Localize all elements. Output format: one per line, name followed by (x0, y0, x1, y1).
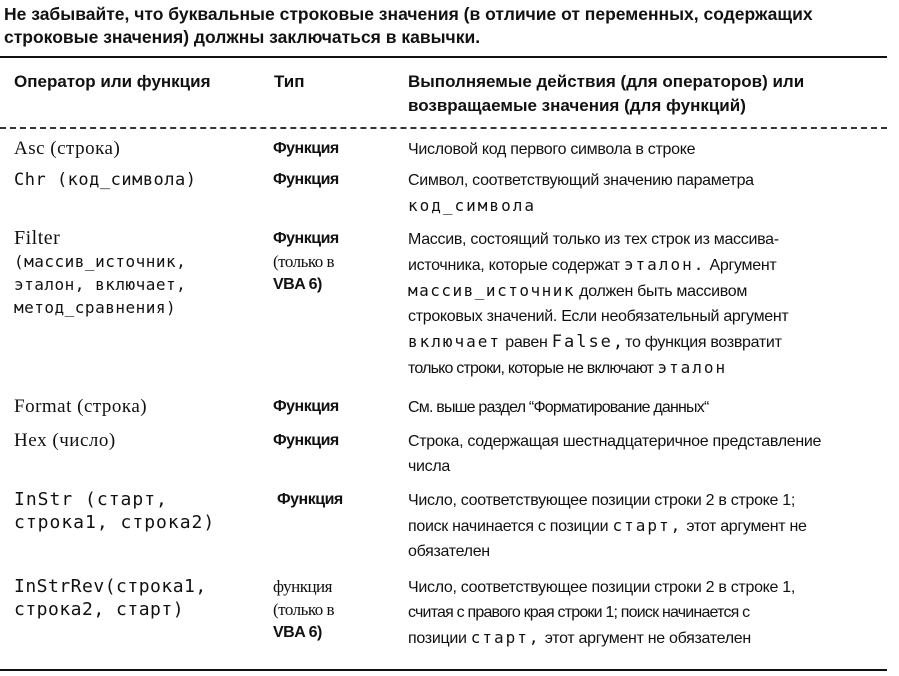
description-line: считая с правого края строки 1; поиск начинается с (408, 604, 750, 621)
description-text: равен (505, 334, 548, 351)
description-line (408, 278, 878, 304)
type-line: (только в (273, 252, 335, 271)
description-text: Аргумент (709, 257, 777, 274)
operator-type: Функция (273, 171, 339, 188)
bottom-rule (0, 669, 887, 671)
description-code: включает (408, 332, 502, 351)
type-line: Функция (273, 230, 339, 247)
description-code: код_символа (408, 196, 536, 215)
type-line: функция (273, 577, 332, 596)
operator-description: Числовой код первого символа в строке (408, 141, 696, 158)
header-operator: Оператор или функция (14, 72, 211, 91)
operator-name-line: InStrRev(строка1, (14, 576, 207, 597)
description-text: этот аргумент не обязателен (544, 630, 751, 647)
description-text: должен быть массивом (579, 283, 748, 300)
description-text: поиск начинается с позиции (408, 518, 609, 535)
operator-name-text: Chr (код_символа) (14, 170, 197, 190)
description-line: Строка, содержащая шестнадцатеричное представление (408, 433, 822, 450)
operator-description (408, 429, 878, 479)
header-description: Выполняемые действия (для операторов) или возвращаемые значения (для функций) (408, 72, 805, 115)
operator-type (273, 575, 393, 644)
operator-name-line: метод_сравнения) (14, 298, 177, 317)
operator-name (14, 168, 264, 192)
operator-name-line: (массив_источник, (14, 252, 187, 271)
description-line: обязателен (408, 543, 490, 560)
description-text: то функция возвратит (625, 334, 782, 351)
description-line: Число, соответствующее позиции строки 2 в строке 1; (408, 492, 796, 509)
operator-name (14, 575, 264, 621)
operator-type (273, 227, 393, 296)
header-rule (0, 127, 887, 129)
operator-description: См. выше раздел “Форматирование данных“ (408, 399, 709, 416)
operator-name (14, 488, 264, 534)
operator-type: Функция (273, 432, 339, 449)
description-line (408, 513, 878, 539)
description-code: эталон (657, 358, 728, 377)
type-line: (только в (273, 600, 335, 619)
operator-name: Asc (строка) (14, 138, 121, 159)
description-line: Массив, состоящий только из тех строк из массива- (408, 231, 779, 248)
description-code: старт, (470, 628, 541, 647)
operator-name (14, 227, 264, 319)
operator-name-line: эталон, включает, (14, 275, 187, 294)
operator-name-line: InStr (старт, (14, 489, 168, 510)
note-text: Не забывайте, что буквальные строковые значения (в отличие от переменных, содержащих строковые значения) должны заключаться в кавычки. (4, 4, 813, 47)
description-line: строковых значений. Если необязательный аргумент (408, 308, 789, 325)
description-line (408, 355, 878, 381)
operator-name-line: строка2, старт) (14, 599, 185, 620)
operator-type: Функция (273, 140, 339, 157)
description-line (408, 329, 878, 355)
operator-type: Функция (273, 398, 339, 415)
description-line: Символ, соответствующий значению параметра (408, 172, 754, 189)
type-line: VBA 6) (273, 276, 322, 293)
operator-type: Функция (277, 491, 343, 508)
operator-name-line: строка1, строка2) (14, 512, 216, 533)
description-text: только строки, которые не включают (408, 360, 654, 377)
description-text: этот аргумент не (686, 518, 807, 535)
description-code: массив_источник (408, 281, 575, 300)
operator-name: Hex (число) (14, 430, 116, 451)
description-line (408, 625, 878, 651)
description-code: False, (551, 332, 626, 352)
operator-name-line: Filter (14, 227, 61, 249)
description-line (408, 252, 878, 278)
operator-description (408, 168, 878, 218)
description-code: эталон. (623, 255, 706, 274)
description-text: источника, которые содержат (408, 257, 620, 274)
description-code: старт, (612, 516, 683, 535)
operator-description (408, 488, 878, 564)
description-line: Число, соответствующее позиции строки 2 в строке 1, (408, 579, 796, 596)
operator-name: Format (строка) (14, 396, 148, 417)
description-line: числа (408, 458, 451, 475)
description-text: позиции (408, 630, 467, 647)
operator-description (408, 575, 878, 651)
header-type: Тип (274, 72, 305, 91)
top-rule (0, 56, 887, 58)
operator-description (408, 227, 878, 381)
type-line: VBA 6) (273, 624, 322, 641)
